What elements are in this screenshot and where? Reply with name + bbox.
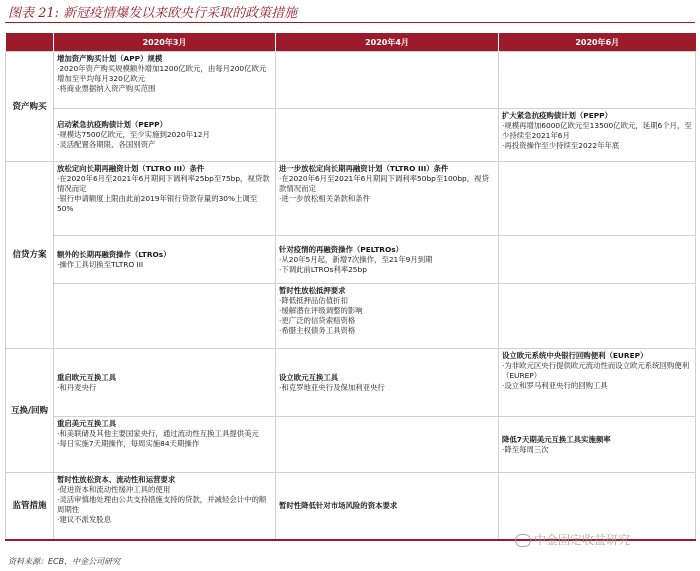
measure-detail: ·建议不派发股息 [57,515,112,524]
figure-title: 图表 21: 新冠疫情爆发以来欧央行采取的政策措施 [8,6,298,21]
measure-detail: ·银行申请额度上限由此前2019年银行贷款存量的30%上调至50% [57,194,258,213]
measure-detail: ·和丹麦央行 [57,382,97,392]
measure-detail: ·和美联储及其他主要国家央行，通过流动性互换工具提供美元 [57,429,259,438]
cell-supervision-mar [54,473,276,540]
category-swap-repo: 互换/回购 [6,349,54,473]
cell-credit-r2-apr [276,236,499,284]
cell-swap-r1-jun [499,349,696,417]
cell-credit-r1-jun [499,162,696,236]
cell-supervision-jun [499,473,696,540]
table-row [6,109,696,162]
measure-detail: ·下调此前LTROs利率25bp [279,264,367,274]
cell-swap-r2-apr [276,417,499,473]
table-row [6,473,696,540]
measure-detail: ·操作工具切换至TLTRO III [57,259,144,269]
cell-asset-r1-mar [54,52,276,109]
measure-title: 增加资产购买计划（APP）规模 [57,54,163,63]
measure-detail: ·灵活审慎地处理由公共支持措施支持的贷款，并减轻会计中的顺周期性 [57,495,267,514]
cell-credit-r1-apr [276,162,499,236]
table-row [6,417,696,473]
table-row [6,236,696,284]
cell-swap-r2-jun [499,417,696,473]
measure-detail: ·每日实施7天期操作，每周实施84天期操作 [57,439,200,448]
measure-title: 设立欧元系统中央银行回购便利（EUREP） [502,351,648,360]
measure-detail: ·为非欧元区央行提供欧元流动性而设立欧元系统回购便利（EUREP） [502,361,690,380]
measure-title: 暂时性放松资本、流动性和运营要求 [57,475,176,484]
cell-credit-r2-mar [54,236,276,284]
measure-detail: ·进一步放松相关条款和条件 [279,194,371,203]
measure-title: 启动紧急抗疫购债计划（PEPP） [57,120,167,129]
measure-detail: ·在2020年6月至2021年6月期间下调利率50bp至100bp，视贷款情况而定 [279,174,489,193]
cell-asset-r1-jun [499,52,696,109]
cell-asset-r2-mar [54,109,276,162]
cell-supervision-apr [276,473,499,540]
measure-title: 暂时性放松抵押要求 [279,286,346,295]
cell-credit-r2-jun [499,236,696,284]
cell-credit-r3-jun [499,284,696,349]
measure-detail: ·希腊主权债务工具资格 [279,326,356,335]
cell-swap-r2-mar [54,417,276,473]
category-credit: 信贷方案 [6,162,54,349]
table-row [6,284,696,349]
table-row [6,52,696,109]
measure-detail: ·再投资操作至少持续至2022年年底 [502,141,620,150]
table-header-row [6,33,696,52]
cell-credit-r3-apr [276,284,499,349]
measure-detail: ·灵活配置各期限、各国别资产 [57,140,156,149]
measure-detail: ·和克罗地亚央行及保加利亚央行 [279,382,385,392]
measure-detail: ·设立和罗马利亚央行的回购工具 [502,381,608,390]
measure-detail: ·在2020年6月至2021年6月期间下调利率25bp至75bp，视贷款情况而定 [57,174,270,193]
cell-asset-r2-jun [499,109,696,162]
measure-title: 重启欧元互换工具 [57,372,117,382]
measure-title: 重启美元互换工具 [57,419,117,428]
measure-detail: ·降至每周三次 [502,444,549,454]
measure-detail: ·规模达7500亿欧元，至少实施到2020年12月 [57,130,210,139]
header-march: 2020年3月 [54,33,276,52]
cell-swap-r1-mar [54,349,276,417]
cell-credit-r1-mar [54,162,276,236]
measure-detail: ·2020年资产购买规模额外增加1200亿欧元，由每月200亿欧元增加至平均每月320亿欧元 [57,64,267,83]
measure-detail: ·降低抵押品估值折扣 [279,296,348,305]
measure-detail: ·规模再增加6000亿欧元至13500亿欧元，延期6个月，至少持续至2021年6月 [502,121,692,140]
measure-title: 降低7天期美元互换工具实施频率 [502,434,611,444]
measure-title: 设立欧元互换工具 [279,372,339,382]
cell-credit-r3-mar [54,284,276,349]
measure-detail: ·缓解潜在评级调整的影响 [279,306,363,315]
header-june: 2020年6月 [499,33,696,52]
table-row [6,349,696,417]
wechat-icon [515,534,531,547]
measure-detail: ·从20年5月起，新增7次操作，至21年9月到期 [279,254,433,264]
measure-detail: ·更广泛的信贷索赔资格 [279,316,356,325]
measure-title: 放松定向长期再融资计划（TLTRO III）条件 [57,164,205,173]
watermark-text: 中金固定收益研究 [534,533,631,547]
measure-title: 暂时性降低针对市场风险的资本要求 [279,500,398,510]
measure-title: 针对疫情的再融资操作（PELTROs） [279,244,404,254]
table-row [6,162,696,236]
policy-table [5,33,696,541]
cell-asset-r1-apr [276,52,499,109]
title-divider [5,22,695,23]
cell-asset-r2-apr [276,109,499,162]
category-supervision: 监管措施 [6,473,54,540]
header-category [6,33,54,52]
category-asset-purchase: 资产购买 [6,52,54,162]
cell-swap-r1-apr [276,349,499,417]
source-note: 资料来源：ECB，中金公司研究 [8,557,121,566]
measure-title: 进一步放松定向长期再融资计划（TLTRO III）条件 [279,164,449,173]
watermark [515,531,630,548]
measure-title: 扩大紧急抗疫购债计划（PEPP） [502,111,612,120]
measure-detail: ·促进资本和流动性缓冲工具的使用 [57,485,171,494]
header-april: 2020年4月 [276,33,499,52]
measure-title: 额外的长期再融资操作（LTROs） [57,249,171,259]
measure-detail: ·将商业票据纳入资产购买范围 [57,84,156,93]
